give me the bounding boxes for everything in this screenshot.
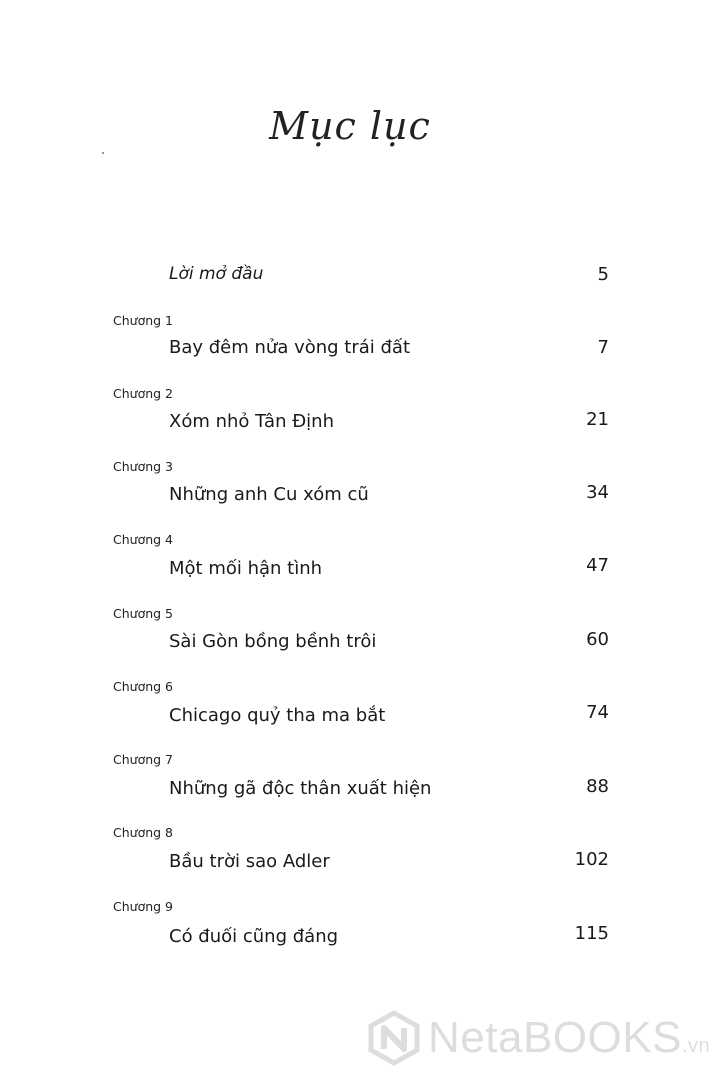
entry-page-number: 34 [586,482,609,503]
chapter-label: Chương 4 [113,532,174,547]
page-title: Mục lục [269,104,431,148]
watermark-suffix: .vn [681,1035,710,1057]
entry-title: Xóm nhỏ Tân Định [169,411,334,432]
chapter-label: Chương 7 [113,752,174,767]
entry-page-number: 47 [586,555,609,576]
print-speck [102,152,104,154]
entry-page-number: 115 [574,923,609,944]
chapter-label: Chương 3 [113,459,174,474]
entry-title: Một mối hận tình [169,558,323,579]
watermark-text [428,1013,710,1063]
chapter-label: Chương 6 [113,679,174,694]
entry-title: Bay đêm nửa vòng trái đất [169,337,411,358]
entry-page-number: 74 [586,702,609,723]
entry-title: Chicago quỷ tha ma bắt [169,705,386,726]
watermark-brand: NetaBOOKS [428,1013,682,1062]
chapter-label: Chương 2 [113,386,174,401]
entry-title: Những anh Cu xóm cũ [169,484,369,505]
entry-page-number: 21 [586,409,609,430]
chapter-label: Chương 9 [113,899,174,914]
entry-page-number: 102 [574,849,609,870]
netabooks-logo-icon [366,1010,422,1066]
watermark [366,1003,710,1073]
chapter-label: Chương 5 [113,606,174,621]
entry-page-number: 60 [586,629,609,650]
entry-title: Có đuối cũng đáng [169,926,339,947]
chapter-label: Chương 1 [113,313,174,328]
entry-page-number: 7 [597,337,609,358]
entry-page-number: 5 [597,264,609,285]
entry-title: Lời mở đầu [169,264,264,284]
entry-title: Sài Gòn bồng bềnh trôi [169,631,377,652]
entry-page-number: 88 [586,776,609,797]
entry-title: Những gã độc thân xuất hiện [169,778,432,799]
chapter-label: Chương 8 [113,825,174,840]
entry-title: Bầu trời sao Adler [169,851,330,872]
